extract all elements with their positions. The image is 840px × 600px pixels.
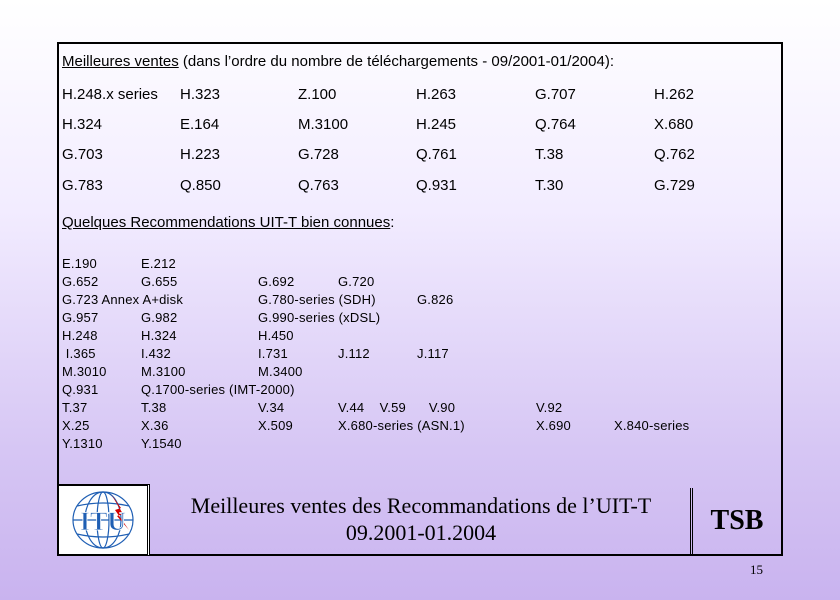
- heading-underlined: Meilleures ventes: [62, 53, 179, 70]
- recommendation-item: X.25: [62, 418, 90, 433]
- heading-rest: :: [390, 214, 395, 231]
- tsb-label: TSB: [710, 505, 764, 536]
- recommendation-cell: M.3100: [298, 116, 349, 133]
- recommendation-cell: Q.764: [535, 116, 576, 133]
- recommendation-cell: E.164: [180, 116, 220, 133]
- recommendation-item: H.324: [141, 328, 177, 343]
- recommendation-item: G.780-series (SDH): [258, 292, 376, 307]
- recommendation-cell: T.30: [535, 177, 564, 194]
- recommendation-item: V.34: [258, 400, 285, 415]
- recommendation-item: M.3400: [258, 364, 303, 379]
- footer-title-line1: Meilleures ventes des Recommandations de l’UIT-T: [190, 493, 652, 518]
- recommendation-cell: G.703: [62, 146, 103, 163]
- recommendation-item: X.690: [536, 418, 571, 433]
- recommendation-item: E.212: [141, 256, 176, 271]
- recommendation-item: V.44 V.59 V.90: [338, 400, 456, 415]
- recommendation-cell: T.38: [535, 146, 564, 163]
- recommendation-cell: Q.761: [416, 146, 457, 163]
- recommendation-cell: H.245: [416, 116, 457, 133]
- recommendation-item: H.450: [258, 328, 294, 343]
- recommendation-item: G.957: [62, 310, 99, 325]
- recommendation-cell: H.223: [180, 146, 221, 163]
- recommendation-item: G.652: [62, 274, 99, 289]
- recommendation-item: Q.931: [62, 382, 99, 397]
- recommendation-item: X.509: [258, 418, 293, 433]
- recommendation-item: J.112: [338, 346, 370, 361]
- recommendation-item: G.692: [258, 274, 295, 289]
- recommendation-item: X.840-series: [614, 418, 690, 433]
- recommendation-item: I.731: [258, 346, 288, 361]
- recommendation-cell: G.729: [654, 177, 695, 194]
- recommendation-item: T.37: [62, 400, 88, 415]
- footer-title-line2: 09.2001-01.2004: [345, 520, 497, 545]
- recommendation-item: Q.1700-series (IMT-2000): [141, 382, 295, 397]
- recommendation-item: I.432: [141, 346, 171, 361]
- recommendation-cell: Q.762: [654, 146, 695, 163]
- recommendation-item: M.3010: [62, 364, 107, 379]
- footer-title: [152, 492, 690, 546]
- recommendation-item: E.190: [62, 256, 97, 271]
- recommendation-cell: H.263: [416, 86, 457, 103]
- recommendation-item: G.655: [141, 274, 178, 289]
- recommendation-cell: G.707: [535, 86, 576, 103]
- recommendation-cell: G.728: [298, 146, 339, 163]
- logo-text: ITU: [79, 507, 127, 536]
- recommendation-cell: H.324: [62, 116, 103, 133]
- section-heading-well-known: [62, 214, 394, 231]
- heading-rest: (dans l’ordre du nombre de téléchargements - 09/2001-01/2004):: [178, 53, 614, 70]
- recommendation-cell: H.323: [180, 86, 221, 103]
- section-heading-best-sellers: [62, 53, 614, 70]
- recommendation-item: X.36: [141, 418, 169, 433]
- recommendation-item: H.248: [62, 328, 98, 343]
- heading-underlined: Quelques Recommendations UIT-T bien connues: [62, 214, 391, 231]
- recommendation-cell: Z.100: [298, 86, 337, 103]
- itu-logo: [57, 484, 150, 556]
- recommendation-item: G.990-series (xDSL): [258, 310, 381, 325]
- recommendation-cell: Q.931: [416, 177, 457, 194]
- recommendation-item: G.826: [417, 292, 454, 307]
- recommendation-cell: Q.850: [180, 177, 221, 194]
- page-number: 15: [750, 562, 763, 577]
- recommendation-item: G.720: [338, 274, 375, 289]
- recommendation-cell: H.248.x series: [62, 86, 158, 103]
- tsb-box: [690, 488, 781, 554]
- recommendation-cell: H.262: [654, 86, 695, 103]
- recommendation-item: I.365: [62, 346, 96, 361]
- recommendation-item: M.3100: [141, 364, 186, 379]
- recommendation-cell: G.783: [62, 177, 103, 194]
- itu-globe-icon: [59, 486, 147, 554]
- recommendation-cell: Q.763: [298, 177, 339, 194]
- recommendation-cell: X.680: [654, 116, 694, 133]
- recommendation-item: G.982: [141, 310, 178, 325]
- recommendation-item: X.680-series (ASN.1): [338, 418, 465, 433]
- recommendation-item: Y.1310: [62, 436, 103, 451]
- recommendation-item: V.92: [536, 400, 563, 415]
- recommendation-item: T.38: [141, 400, 167, 415]
- recommendation-item: J.117: [417, 346, 449, 361]
- recommendation-item: G.723 Annex A+disk: [62, 292, 184, 307]
- recommendation-item: Y.1540: [141, 436, 182, 451]
